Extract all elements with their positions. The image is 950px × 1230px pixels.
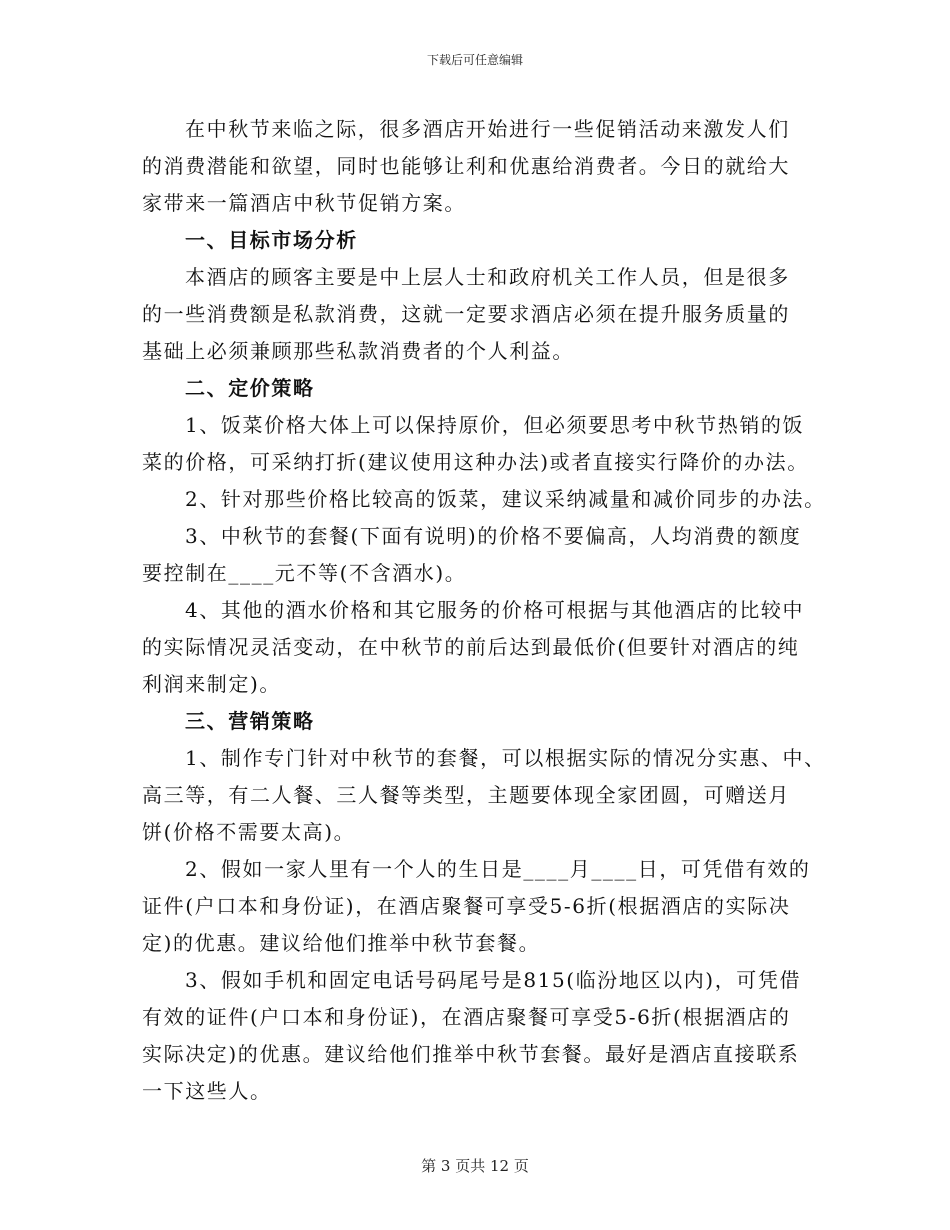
text-line: 2、针对那些价格比较高的饭菜，建议采纳减量和减价同步的办法。 xyxy=(185,487,826,511)
text-line: 1、制作专门针对中秋节的套餐，可以根据实际的情况分实惠、中、 xyxy=(185,746,826,770)
text-line: 菜的价格，可采纳打折(建议使用这种办法)或者直接实行降价的办法。 xyxy=(142,450,809,474)
text-line: 利润来制定)。 xyxy=(142,672,282,696)
text-line: 2、假如一家人里有一个人的生日是____月____日，可凭借有效的 xyxy=(185,857,811,881)
text-line: 要控制在____元不等(不含酒水)。 xyxy=(142,561,467,585)
section-heading: 一、目标市场分析 xyxy=(185,228,358,252)
text-line: 1、饭菜价格大体上可以保持原价，但必须要思考中秋节热销的饭 xyxy=(185,413,805,437)
section-heading: 三、营销策略 xyxy=(185,709,315,733)
text-line: 3、中秋节的套餐(下面有说明)的价格不要偏高，人均消费的额度 xyxy=(185,524,802,548)
text-line: 在中秋节来临之际，很多酒店开始进行一些促销活动来激发人们 xyxy=(185,117,790,141)
text-line: 实际决定)的优惠。建议给他们推举中秋节套餐。最好是酒店直接联系 xyxy=(142,1042,800,1066)
text-line: 的消费潜能和欲望，同时也能够让利和优惠给消费者。今日的就给大 xyxy=(142,154,790,178)
text-line: 3、假如手机和固定电话号码尾号是815(临汾地区以内)，可凭借 xyxy=(185,968,802,992)
section-heading: 二、定价策略 xyxy=(185,376,315,400)
text-line: 饼(价格不需要太高)。 xyxy=(142,820,356,844)
text-line: 家带来一篇酒店中秋节促销方案。 xyxy=(142,191,466,215)
text-line: 有效的证件(户口本和身份证)，在酒店聚餐可享受5-6折(根据酒店的 xyxy=(142,1005,791,1029)
text-line: 本酒店的顾客主要是中上层人士和政府机关工作人员，但是很多 xyxy=(185,265,790,289)
text-line: 的一些消费额是私款消费，这就一定要求酒店必须在提升服务质量的 xyxy=(142,302,790,326)
page-footer: 第 3 页共 12 页 xyxy=(421,1157,529,1175)
text-line: 一下这些人。 xyxy=(142,1079,272,1103)
text-line: 定)的优惠。建议给他们推举中秋节套餐。 xyxy=(142,931,541,955)
document-body xyxy=(142,111,832,1110)
text-line: 4、其他的酒水价格和其它服务的价格可根据与其他酒店的比较中 xyxy=(185,598,805,622)
text-line: 基础上必须兼顾那些私款消费者的个人利益。 xyxy=(142,339,574,363)
text-line: 的实际情况灵活变动，在中秋节的前后达到最低价(但要针对酒店的纯 xyxy=(142,635,800,659)
text-line: 高三等，有二人餐、三人餐等类型，主题要体现全家团圆，可赠送月 xyxy=(142,783,790,807)
page-header: 下载后可任意编辑 xyxy=(426,53,523,67)
text-line: 证件(户口本和身份证)，在酒店聚餐可享受5-6折(根据酒店的实际决 xyxy=(142,894,791,918)
